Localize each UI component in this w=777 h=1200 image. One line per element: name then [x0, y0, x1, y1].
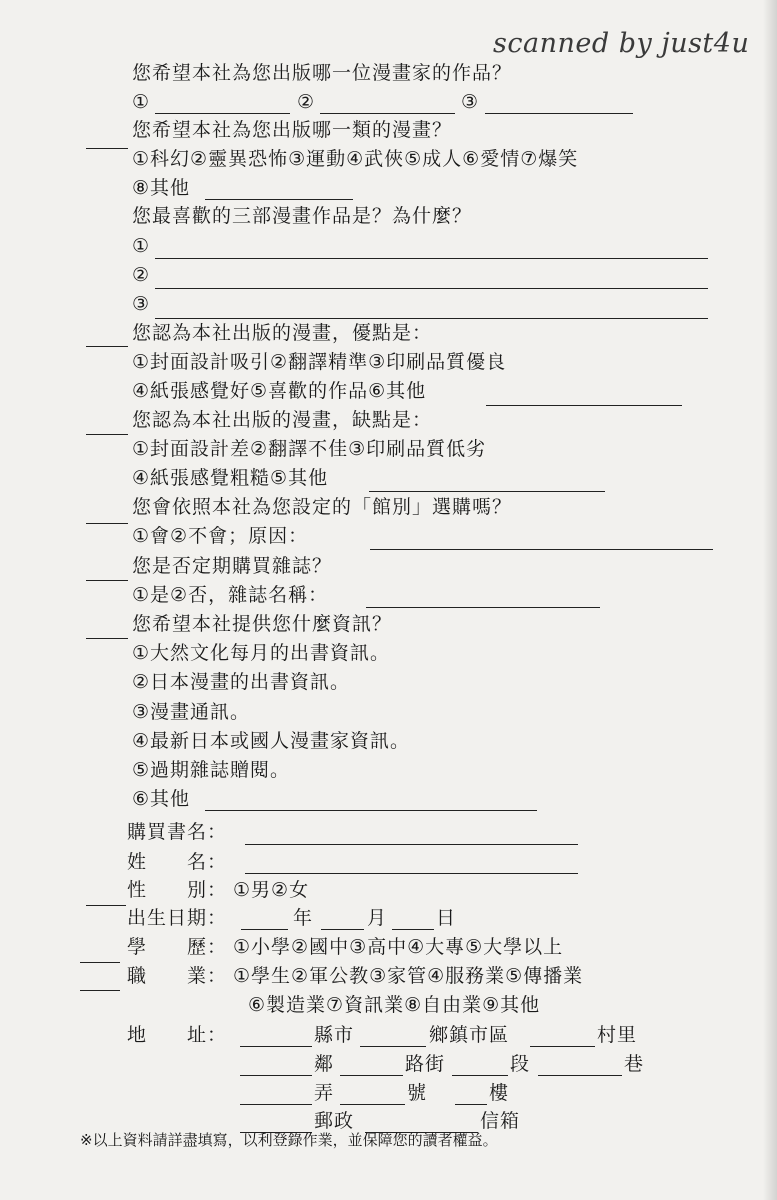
answer-line[interactable] — [369, 491, 605, 492]
address-county-field[interactable] — [240, 1046, 312, 1047]
genre-options: ①科幻②靈異恐怖③運動④武俠⑤成人⑥愛情⑦爆笑 — [132, 148, 579, 170]
postal-label: 郵政 — [314, 1110, 355, 1132]
answer-line[interactable] — [155, 288, 708, 289]
answer-blank[interactable] — [86, 638, 128, 639]
education-label: 學 歷： — [127, 936, 228, 958]
answer-blank[interactable] — [86, 434, 128, 435]
category-options: ①會②不會；原因： — [132, 525, 309, 547]
address-lane-field[interactable] — [538, 1075, 622, 1076]
occupation-label: 職 業： — [127, 965, 228, 987]
opt-1: ① — [132, 235, 151, 257]
answer-line[interactable] — [370, 549, 713, 550]
answer-line[interactable] — [366, 607, 600, 608]
village-label: 村里 — [597, 1024, 638, 1046]
neighborhood-label: 鄰 — [314, 1053, 335, 1075]
page-edge-shadow — [763, 0, 777, 1200]
address-road-field[interactable] — [340, 1075, 403, 1076]
info-option-2: ②日本漫畫的出書資訊。 — [132, 671, 351, 693]
gender-label: 性 別： — [127, 879, 228, 901]
q-category: 您會依照本社為您設定的「館別」選購嗎？ — [132, 496, 513, 518]
answer-line[interactable] — [486, 405, 682, 406]
mailbox-label: 信箱 — [480, 1110, 521, 1132]
floor-label: 樓 — [489, 1082, 510, 1104]
education-options: ①小學②國中③高中④大專⑤大學以上 — [233, 936, 564, 958]
genre-other: ⑧其他 — [132, 177, 191, 199]
scanner-watermark: scanned by just4u — [493, 28, 750, 59]
q-favorite-artist: 您希望本社為您出版哪一位漫畫家的作品？ — [132, 62, 513, 84]
info-option-5: ⑤過期雜誌贈閱。 — [132, 759, 291, 781]
answer-line[interactable] — [155, 318, 708, 319]
answer-line[interactable] — [320, 113, 455, 114]
info-option-1: ①大然文化每月的出書資訊。 — [132, 642, 391, 664]
month-label: 月 — [367, 907, 388, 929]
name-label: 姓 名： — [127, 851, 228, 873]
answer-blank[interactable] — [86, 148, 128, 149]
footer-note: ※以上資料請詳盡填寫，以利登錄作業，並保障您的讀者權益。 — [80, 1131, 498, 1149]
name-field[interactable] — [245, 873, 578, 874]
road-label: 路街 — [405, 1053, 446, 1075]
gender-options: ①男②女 — [233, 879, 310, 901]
answer-line[interactable] — [205, 810, 537, 811]
book-title-label: 購買書名： — [127, 821, 228, 843]
answer-line[interactable] — [155, 258, 708, 259]
occupation-options-2: ⑥製造業⑦資訊業⑧自由業⑨其他 — [248, 994, 541, 1016]
q-disadvantages: 您認為本社出版的漫畫，缺點是： — [132, 409, 433, 431]
section-label: 段 — [510, 1053, 531, 1075]
info-option-6: ⑥其他 — [132, 788, 191, 810]
answer-blank[interactable] — [86, 905, 126, 906]
magazine-options: ①是②否，雜誌名稱： — [132, 584, 329, 606]
answer-blank[interactable] — [86, 346, 128, 347]
disadvantage-options-1: ①封面設計差②翻譯不佳③印刷品質低劣 — [132, 438, 487, 460]
opt-3: ③ — [461, 91, 480, 113]
advantage-options-1: ①封面設計吸引②翻譯精準③印刷品質優良 — [132, 351, 507, 373]
opt-2: ② — [132, 264, 151, 286]
q-magazine: 您是否定期購買雜誌？ — [132, 555, 333, 577]
info-option-3: ③漫畫通訊。 — [132, 701, 251, 723]
birth-month-field[interactable] — [321, 929, 364, 930]
birth-year-field[interactable] — [241, 929, 288, 930]
address-neighborhood-field[interactable] — [240, 1075, 312, 1076]
address-alley-field[interactable] — [240, 1104, 312, 1105]
book-title-field[interactable] — [245, 844, 578, 845]
birthdate-label: 出生日期： — [127, 907, 228, 929]
q-genre: 您希望本社為您出版哪一類的漫畫？ — [132, 119, 453, 141]
opt-3: ③ — [132, 293, 151, 315]
advantage-options-2: ④紙張感覺好⑤喜歡的作品⑥其他 — [132, 380, 427, 402]
answer-blank[interactable] — [80, 962, 120, 963]
q-top-three: 您最喜歡的三部漫畫作品是？為什麼？ — [132, 205, 473, 227]
answer-line[interactable] — [205, 199, 353, 200]
address-village-field[interactable] — [530, 1046, 595, 1047]
q-information: 您希望本社提供您什麼資訊？ — [132, 613, 393, 635]
address-label: 地 址： — [127, 1024, 228, 1046]
info-option-4: ④最新日本或國人漫畫家資訊。 — [132, 730, 411, 752]
lane-label: 巷 — [624, 1053, 645, 1075]
address-floor-field[interactable] — [455, 1104, 487, 1105]
answer-blank[interactable] — [86, 580, 128, 581]
year-label: 年 — [293, 907, 314, 929]
alley-label: 弄 — [314, 1082, 335, 1104]
q-advantages: 您認為本社出版的漫畫，優點是： — [132, 322, 433, 344]
opt-2: ② — [297, 91, 316, 113]
address-section-field[interactable] — [452, 1075, 508, 1076]
town-label: 鄉鎮市區 — [429, 1024, 510, 1046]
answer-blank[interactable] — [80, 990, 120, 991]
day-label: 日 — [436, 907, 457, 929]
occupation-options-1: ①學生②軍公教③家管④服務業⑤傳播業 — [233, 965, 584, 987]
answer-blank[interactable] — [86, 523, 128, 524]
birth-day-field[interactable] — [392, 929, 434, 930]
answer-line[interactable] — [155, 113, 290, 114]
answer-line[interactable] — [485, 113, 633, 114]
disadvantage-options-2: ④紙張感覺粗糙⑤其他 — [132, 467, 329, 489]
opt-1: ① — [132, 91, 151, 113]
address-town-field[interactable] — [360, 1046, 426, 1047]
address-number-field[interactable] — [340, 1104, 405, 1105]
number-label: 號 — [407, 1082, 428, 1104]
county-label: 縣市 — [314, 1024, 355, 1046]
